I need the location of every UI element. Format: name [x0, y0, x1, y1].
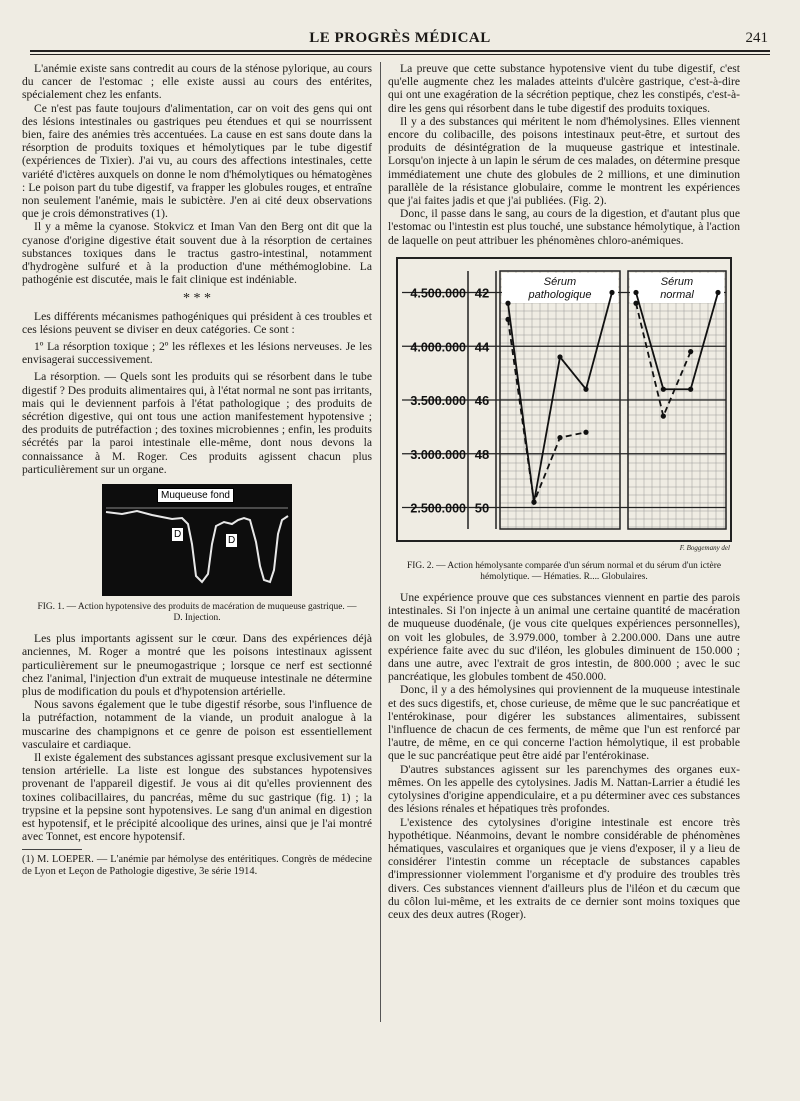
paragraph: Donc, il y a des hémolysines qui proviennent de la muqueuse intestinale et des sucs digestifs, et, chose curieuse, de même que le suc pancréatique et l'entérokinase, pour digérer les substances alimentaires, subissent l'influence de chacun de ces ferments, de même que l'un est renforcé par l'autre, de même, en ce qui concerne l'action hémolytique, il est probable que le suc pancréatique peut être aidé par l'entérokinase. — [388, 683, 740, 763]
paragraph: Les plus importants agissent sur le cœur. Dans des expériences déjà anciennes, M. Roger a montré que les poisons intestinaux agissent particulièrement sur le pneumogastrique ; lorsque ce nerf est sectionné chez l'animal, l'injection d'un extrait de muqueuse intestinale ne détermine plus de modification du pouls et d'hypotension artérielle. — [22, 632, 372, 698]
data-point — [505, 317, 510, 322]
y-tick-label-resistance: 46 — [474, 392, 490, 408]
data-point — [557, 435, 562, 440]
data-point — [609, 290, 614, 295]
data-point — [583, 429, 588, 434]
panel-title: Sérum — [543, 275, 577, 288]
paragraph: Donc, il passe dans le sang, au cours de la digestion, et d'autant plus que l'estomac ou l'intestin est plus touché, une substance hémolytique, à l'action de laquelle on peut attribuer les phénomènes chloro-anémiques. — [388, 207, 740, 247]
paragraph: L'existence des cytolysines d'origine intestinale est encore très hypothétique. Néanmoins, devant le nombre considérable de phénomènes hématiques, vasculaires et organiques que je viens d'exposer, il y a lieu de considérer l'intestin comme un réceptacle de substances capables d'impressionner violemment l'organisme et d'y produire des troubles très divers. Ces substances viennent d'ailleurs plus de l'iléon et du cæcum que du côlon lui-même, et les extraits de ce dernier sont moins toxiques que ceux des deux autres (Roger). — [388, 815, 740, 921]
data-point — [633, 300, 638, 305]
y-tick-label-resistance: 42 — [474, 285, 490, 301]
paragraph: Il y a même la cyanose. Stokvicz et Iman Van den Berg ont dit que la cyanose d'origine digestive était souvent due à la résorption de certaines substances toxiques dans le tractus gastro-intestinal, notamment d'hydrogène sulfuré et à la production d'une méthémoglobine. La pathogénie est discutée, mais le fait clinique est indéniable. — [22, 220, 372, 287]
section-separator: * * * — [183, 291, 211, 307]
data-point — [633, 290, 638, 295]
paragraph: Les différents mécanismes pathogéniques qui président à ces troubles et ces lésions peuvent se diviser en deux catégories. Ce sont : — [22, 309, 372, 336]
data-point — [661, 413, 666, 418]
page-number: 241 — [745, 30, 768, 46]
y-tick-label-globules: 4.500.000 — [410, 286, 466, 301]
right-column — [388, 62, 740, 921]
paragraph: Il existe également des substances agissant presque exclusivement sur la tension artérielle. La liste est longue des substances hypotensives provenant de l'appareil digestif. Je vous ai dit qu'elles proviennent des toxines colibacillaires, du pancréas, même du suc gastrique (fig. 1) ; la trypsine et la pepsine sont hypotensives. Le sang d'un animal en digestion est hypotensif, et le précipité alcoolique des urines, ainsi que je l'ai montré avec Tonnet, est encore hypotensif. — [22, 750, 372, 844]
figure-2-chart — [396, 257, 732, 542]
y-tick-label-globules: 4.000.000 — [410, 340, 466, 355]
injection-marker: D — [228, 535, 236, 547]
data-point — [531, 499, 536, 504]
data-point — [715, 290, 720, 295]
y-tick-label-resistance: 44 — [474, 339, 490, 355]
y-tick-label-globules: 3.500.000 — [410, 393, 466, 408]
journal-title: LE PROGRÈS MÉDICAL — [309, 30, 491, 46]
page-header — [30, 30, 770, 52]
data-point — [688, 386, 693, 391]
paragraph: La preuve que cette substance hypotensive vient du tube digestif, c'est qu'elle augmente chez les malades atteints d'ulcère gastrique, c'est-à-dire qui ont une exagération de la sécrétion peptique, chez les constipés, c'est-à-dire les gens qui résorbent dans le tube digestif des produits toxiques. — [388, 62, 740, 115]
paragraph: Ce n'est pas faute toujours d'alimentation, car on voit des gens qui ont des lésions intestinales ou gastriques peu étendues et qui se nourrissent bien, faire des anémies très accentuées. La cause en est sans doute dans la résorption de produits toxiques et hémolytiques par le tube digestif (expériences de Tixier). J'ai vu, au cours des affections intestinales, cette variété d'ictères auxquels on donne le nom d'hémolytiques ou hématogènes : Le poison part du tube digestif, va frapper les globules rouges, et entraîne non seulement l'anémie, mais le subictère. J'en ai cité deux observations que je crois démonstratives (1). — [22, 101, 372, 221]
y-tick-label-globules: 3.000.000 — [410, 447, 466, 462]
figure-1-label: Muqueuse fond — [157, 488, 234, 503]
footnote: (1) M. LOEPER. — L'anémie par hémolyse des entéritiques. Congrès de médecine de Lyon et Leçon de Pathologie digestive, 3e série 1914. — [22, 854, 372, 878]
y-tick-label-resistance: 50 — [474, 500, 490, 516]
left-column — [22, 62, 372, 878]
paragraph: Il y a des substances qui méritent le nom d'hémolysines. Elles viennent encore du colibacille, des poisons intestinaux peut-être, et surtout des produits de désintégration de la muqueuse gastrique et intestinale. Lorsqu'on injecte à un lapin le sérum de ces malades, on détermine presque immédiatement une chute des globules de 2 millions, et une diminution parallèle de la résistance globulaire, comme le montrent les expériences que j'ai faites jadis et que j'ai publiées. (Fig. 2). — [388, 114, 740, 208]
panel-title: Sérum — [660, 275, 694, 288]
data-point — [505, 300, 510, 305]
footnote-rule — [22, 849, 82, 850]
data-point — [661, 386, 666, 391]
header-rule — [30, 50, 770, 52]
figure-2-credit: F. Boggemany del — [679, 543, 730, 552]
paragraph: Nous savons également que le tube digestif résorbe, sous l'influence de la putréfaction, notamment de la viande, un produit analogue à la muscarine des champignons et ce genre de poison est essentiellement vasculaire et cardiaque. — [22, 698, 372, 751]
y-tick-label-globules: 2.500.000 — [410, 501, 466, 516]
paragraph: Une expérience prouve que ces substances viennent en partie des parois intestinales. Si l'on injecte à un animal une certaine quantité de macération de muqueuse duodénale, (je vous cite quelques expériences personnelles), on voit les globules, de 3.979.000, tomber à 2.200.000. Dans une autre expérience faite avec du suc d'iléon, les globules diminuent de 150.000 ; dans une autre, avec l'extrait de gros intestin, de 800.000 ; avec le suc pancréatique, les globules tombent de 450.000. — [388, 591, 740, 684]
paragraph: L'anémie existe sans contredit au cours de la sténose pylorique, au cours du cancer de l'estomac ; elle existe aussi au cours des entérites, spécialement chez les enfants. — [22, 62, 372, 102]
paragraph: D'autres substances agissent sur les parenchymes des organes eux-mêmes. On les appelle des cytolysines. Jadis M. Nattan-Larrier a étudié les cytolysines d'origine appendiculaire, et a pu déterminer avec ces substances des lésions rénales et hépatiques très profondes. — [388, 762, 740, 816]
figure-1-tracing — [102, 484, 292, 596]
header-rule-thin — [30, 54, 770, 55]
injection-marker: D — [174, 529, 182, 541]
data-point — [557, 354, 562, 359]
data-point — [583, 386, 588, 391]
globules-series-line — [636, 292, 718, 389]
y-tick-label-resistance: 48 — [474, 446, 490, 462]
panel-title: normal — [660, 288, 694, 301]
globules-series-line — [508, 292, 612, 502]
panel-title: pathologique — [528, 288, 592, 301]
hemolysis-chart — [396, 257, 732, 542]
column-divider — [380, 62, 381, 1022]
figure-1-caption: FIG. 1. — Action hypotensive des produits de macération de muqueuse gastrique. — D. Injection. — [37, 602, 357, 624]
paragraph: La résorption. — Quels sont les produits qui se résorbent dans le tube digestif ? Des produits alimentaires qui, à l'état normal ne sont pas irritants, mais qui le deviennent parfois à l'état pathologique ; des produits de sécrétion digestive, qui ont tous une action manifestement hypotensive ; des produits de putréfaction ; des toxines microbiennes ; enfin, les produits sécrétés par la paroi intestinale elle-même, dont nous devons la connaissance à M. Roger. Ces produits agissent chacun plus particulièrement sur un organe. — [22, 370, 372, 476]
figure-2-caption: FIG. 2. — Action hémolysante comparée d'un sérum normal et du sérum d'un ictère hémolytique. — Hématies. R.... Globulaires. — [407, 561, 721, 583]
paragraph: 1º La résorption toxique ; 2º les réflexes et les lésions nerveuses. Je les envisagerai successivement. — [22, 340, 372, 367]
data-point — [688, 349, 693, 354]
